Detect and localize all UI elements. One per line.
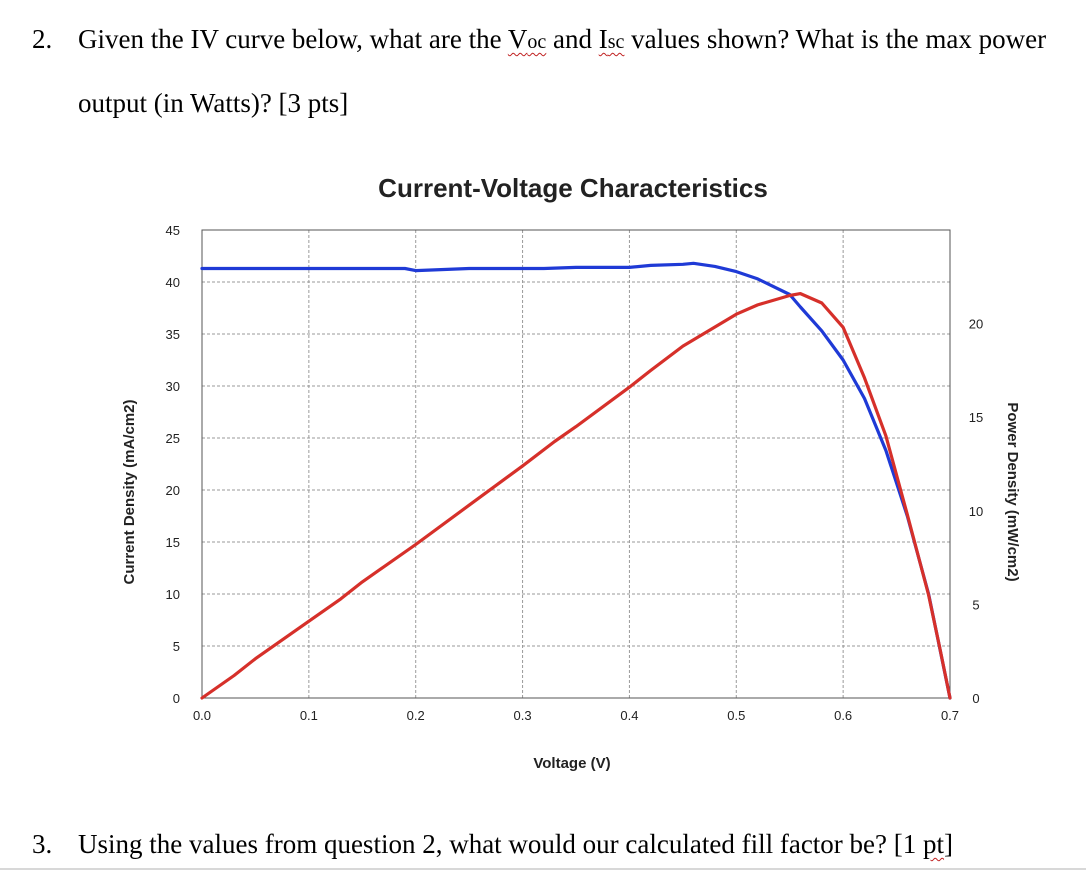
x-tick-label: 0.0	[192, 708, 212, 723]
question-2-text-and: and	[546, 24, 599, 54]
pt-word: pt	[923, 829, 945, 859]
y2-tick-label: 15	[968, 410, 984, 426]
y-tick-label: 25	[165, 431, 180, 446]
question-3-text-part1: Using the values from question 2, what would our calculated fill factor be? [1	[78, 829, 924, 859]
y-tick-label: 15	[165, 535, 180, 550]
question-3-number: 3.	[32, 829, 53, 859]
y-tick-label: 10	[165, 587, 180, 602]
x-tick-label: 0.7	[940, 708, 960, 723]
voc-symbol: Voc	[507, 24, 547, 54]
y-tick-label: 40	[165, 275, 180, 290]
y2-tick-label: 0	[972, 691, 980, 706]
y-tick-label: 20	[165, 483, 180, 498]
x-tick-label: 0.6	[834, 708, 853, 723]
isc-symbol: Isc	[598, 24, 625, 54]
x-tick-label: 0.2	[406, 708, 425, 723]
question-2-text-part2: values shown? What is the max power	[624, 24, 1047, 54]
x-tick-label: 0.3	[513, 708, 532, 723]
y2-tick-label: 10	[968, 503, 984, 519]
plot-area	[166, 223, 984, 723]
chart-title: Current-Voltage Characteristics	[378, 173, 768, 203]
plot-frame	[202, 230, 950, 698]
y-tick-label: 35	[165, 327, 180, 342]
question-2-number: 2.	[32, 24, 53, 54]
question-3-text-part2: ]	[944, 829, 954, 859]
page-bottom-rule	[0, 868, 1086, 870]
question-2-text-part1: Given the IV curve below, what are the	[78, 24, 508, 54]
y-tick-label: 30	[165, 379, 180, 394]
y-axis-label: Current Density (mA/cm2)	[121, 399, 138, 585]
question-2-line-1	[32, 26, 1046, 53]
y-tick-label: 5	[172, 639, 180, 654]
y2-tick-label: 5	[972, 597, 980, 613]
y-tick-label: 45	[165, 223, 180, 238]
x-axis-label: Voltage (V)	[533, 755, 611, 772]
y2-tick-label: 20	[968, 316, 984, 332]
x-tick-label: 0.1	[299, 708, 318, 723]
y-tick-label: 0	[172, 691, 180, 706]
current-density-line	[202, 263, 950, 698]
question-2-line-2: output (in Watts)? [3 pts]	[78, 88, 349, 118]
y2-axis-label: Power Density (mW/cm2)	[1004, 402, 1021, 582]
x-tick-label: 0.5	[727, 708, 746, 723]
iv-curve-chart	[110, 158, 1030, 788]
question-3-line	[32, 831, 953, 858]
x-tick-label: 0.4	[620, 708, 639, 723]
